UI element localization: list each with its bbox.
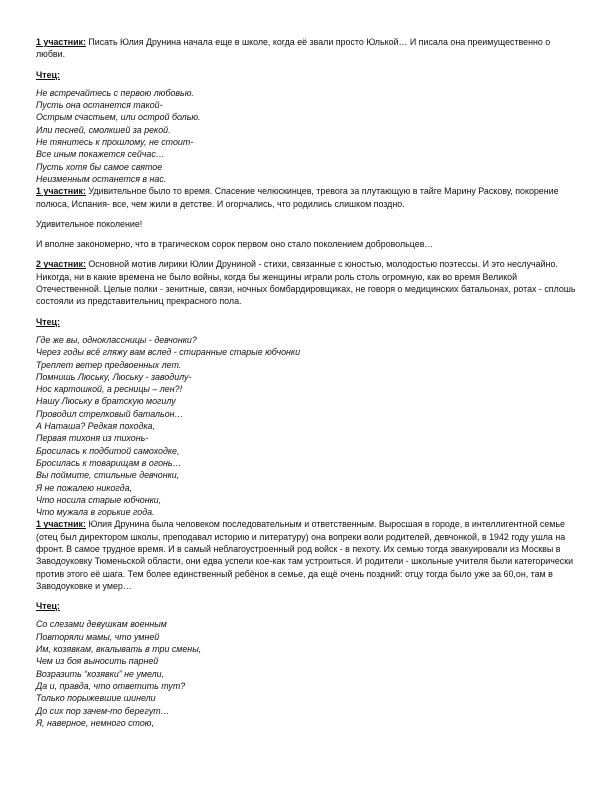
- speaker-label: 1 участник:: [36, 186, 86, 197]
- poem-line: Да и, правда, что ответить тут?: [36, 680, 186, 691]
- poem-line: Треплет ветер предвоенных лет.: [36, 359, 182, 370]
- poem-line: Проводил стрелковый батальон…: [36, 408, 184, 419]
- poem-2: [36, 334, 576, 518]
- document-page: [36, 36, 576, 729]
- paragraph-5: [36, 258, 576, 307]
- paragraph-text: Основной мотив лирики Юлии Друниной - стихи, связанные с юностью, молодостью поэтессы. И это неслучайно. Никогда, ни в какие времена не было войны, когда бы женщины играли роль столь огромную, как во время Великой Отечественной. Целые полки - зенитные, связи, ночных бомбардировщиках, не говоря о медицинских батальонах, ротах - сплошь состояли из представительниц прекрасного пола.: [36, 259, 576, 307]
- poem-line: Им, козявкам, вкалывать в три смены,: [36, 644, 202, 655]
- poem-line: Что мужала в горькие года.: [36, 507, 155, 518]
- poem-line: Острым счастьем, или острой болью.: [36, 112, 201, 123]
- reader-label: Чтец:: [36, 316, 60, 327]
- poem-line: Повторяли мамы, что умней: [36, 631, 160, 642]
- poem-line: До сих пор зачем-то берегут…: [36, 705, 170, 716]
- poem-line: Где же вы, одноклассницы - девчонки?: [36, 334, 197, 345]
- poem-line: Чем из боя выносить парней: [36, 656, 159, 667]
- speaker-label: 2 участник:: [36, 259, 86, 270]
- paragraph-3: Удивительное поколение!: [36, 218, 143, 229]
- poem-line: Я не пожалею никогда,: [36, 482, 132, 493]
- poem-line: А Наташа? Редкая походка,: [36, 421, 155, 432]
- paragraph-text: Писать Юлия Друнина начала еще в школе, когда её звали просто Юлькой… И писала она преимущественно о любви.: [36, 37, 551, 60]
- poem-line: Все иным покажется сейчас…: [36, 149, 165, 160]
- poem-line: Я, наверное, немного стою,: [36, 717, 154, 728]
- poem-3: [36, 618, 576, 729]
- poem-line: Бросилась к подбитой самоходке,: [36, 445, 180, 456]
- poem-line: Через годы всё гляжу вам вслед - стиранные старые юбчонки: [36, 347, 301, 358]
- poem-line: Возразить “козявки” не умели,: [36, 668, 165, 679]
- paragraph-text: Удивительное было то время. Спасение челюскинцев, тревога за плутающую в тайге Марину Раскову, покорение полюса, Испания- все, чем жили в детстве. И огорчались, что родились слишком поздно.: [36, 186, 559, 209]
- poem-line: Пусть она останется такой-: [36, 100, 163, 111]
- paragraph-1: [36, 36, 576, 61]
- poem-line: Не тянитесь к прошлому, не стоит-: [36, 137, 194, 148]
- speaker-label: 1 участник:: [36, 37, 86, 47]
- poem-line: Не встречайтесь с первою любовью.: [36, 87, 194, 98]
- paragraph-4: И вполне закономерно, что в трагическом сорок первом оно стало поколением добровольцев…: [36, 239, 434, 250]
- poem-line: Или песней, смолкшей за рекой.: [36, 124, 171, 135]
- poem-line: Нашу Люську в братскую могилу: [36, 396, 176, 407]
- poem-line: Бросилась к товарищам в огонь…: [36, 457, 182, 468]
- poem-line: Что носила старые юбчонки,: [36, 494, 162, 505]
- reader-label: Чтец:: [36, 69, 60, 80]
- poem-line: Вы поймите, стильные девчонки,: [36, 470, 180, 481]
- paragraph-6: [36, 518, 576, 592]
- poem-line: Нос картошкой, а ресницы – лен?!: [36, 384, 183, 395]
- paragraph-2: [36, 185, 576, 210]
- poem-line: Помнишь Люську, Люську - заводилу-: [36, 371, 192, 382]
- poem-line: Неизменным останется в нас.: [36, 173, 167, 184]
- poem-line: Первая тихоня из тихонь-: [36, 433, 149, 444]
- poem-line: Пусть хотя бы самое святое: [36, 161, 163, 172]
- speaker-label: 1 участник:: [36, 519, 86, 530]
- poem-line: Только порыжевшие шинели: [36, 693, 156, 704]
- poem-line: Со слезами девушкам военным: [36, 619, 167, 630]
- paragraph-text: Юлия Друнина была человеком последовательным и ответственным. Выросшая в городе, в интеллигентной семье (отец был директором школы, преподавал историю и литературу) она вопреки воли родителей, девчонкой, в 1942 году ушла на фронт. В самое трудное время. И в самый неблагоустроенный род войск - в пехоту. Их семью тогда эвакуировали из Москвы в Заводоуковку Тюменьской области, они едва успели кое-как там устроиться. И родители - школьные учителя были категорически против этого её шага. Тем более единственный ребёнок в семье, да ещё очень поздний: отцу тогда было уже за 60,он, там в Заводоуковке и умер…: [36, 519, 574, 591]
- reader-label: Чтец:: [36, 601, 60, 612]
- poem-1: [36, 87, 576, 185]
